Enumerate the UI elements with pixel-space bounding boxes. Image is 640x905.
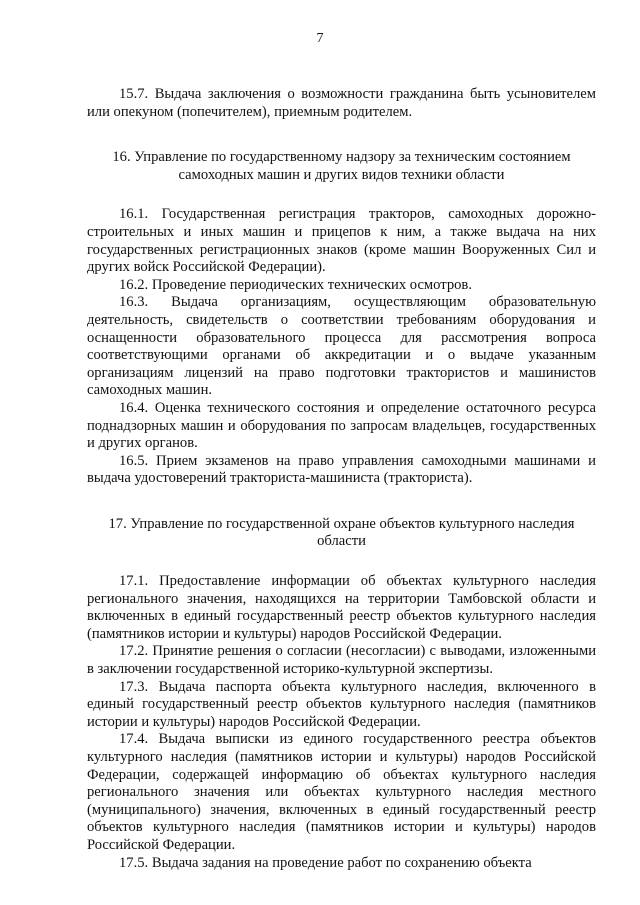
paragraph-17-5: 17.5. Выдача задания на проведение работ по сохранению объекта (119, 854, 532, 871)
paragraph-17-2: 17.2. Принятие решения о согласии (несогласии) с выводами, изложенными в заключении государственной историко-культурной экспертизы. (87, 643, 596, 678)
paragraph-16-2: 16.2. Проведение периодических технических осмотров. (119, 276, 472, 293)
paragraph-16-1: 16.1. Государственная регистрация тракторов, самоходных дорожно-строительных и иных машин и прицепов к ним, а также выдача на них государственных регистрационных знаков (кроме машин Вооруженных Сил и других войск Российской Федерации). (87, 206, 596, 276)
paragraph-17-3: 17.3. Выдача паспорта объекта культурного наследия, включенного в единый государственный реестр объектов культурного наследия (памятников истории и культуры) народов Российской Федерации. (87, 678, 596, 730)
paragraph-17-1: 17.1. Предоставление информации об объектах культурного наследия регионального значения, находящихся на территории Тамбовской области и включенных в единый государственный реестр объектов культурного наследия (памятников истории и культуры) народов Российской Федерации. (87, 573, 596, 642)
paragraph-17-4: 17.4. Выдача выписки из единого государственного реестра объектов культурного наследия (памятников истории и культуры) народов Российской Федерации, содержащей информацию об объектах культурного наследия регионального значения или объектах культурного наследия местного (муниципального) значения, включенных в единый государственный реестр объектов культурного наследия (памятников истории и культуры) народов Российской Федерации. (87, 731, 596, 853)
paragraph-15-7: 15.7. Выдача заключения о возможности гражданина быть усыновителем или опекуном (попечителем), приемным родителем. (87, 86, 596, 120)
page-number: 7 (316, 31, 324, 46)
paragraph-16-4: 16.4. Оценка технического состояния и определение остаточного ресурса поднадзорных машин и оборудования по запросам владельцев, государственных и других органов. (87, 399, 596, 452)
paragraph-16-5: 16.5. Прием экзаменов на право управления самоходными машинами и выдача удостоверений тракториста-машиниста (тракториста). (87, 452, 596, 487)
paragraph-16-3: 16.3. Выдача организациям, осуществляющим образовательную деятельность, свидетельств о соответствии требованиям оборудования и оснащенности образовательного процесса для рассмотрения вопроса соответствующими органами об аккредитации и о выдаче указанным организациям лицензий на право подготовки трактористов и машинистов самоходных машин. (87, 294, 596, 399)
section-heading-16: 16. Управление по государственному надзору за техническим состоянием самоходных машин и других видов техники области (112, 149, 571, 183)
document-body (87, 86, 596, 872)
section-heading-17: 17. Управление по государственной охране объектов культурного наследия области (108, 515, 575, 550)
